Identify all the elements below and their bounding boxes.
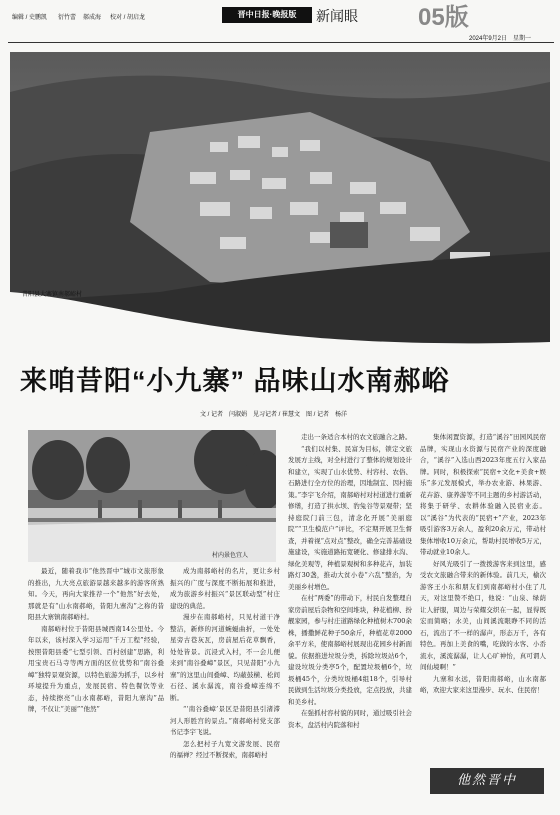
- inset-photo-caption: 村内景色宜人: [212, 553, 249, 559]
- paragraph: 漫步在南郝峪村，只见村道干净整洁，新修的河道蜿蜒曲折，一处处星旁古巷灰瓦，房前屋后花草飘香，处处皆景。沉浸式入村，不一会儿便来到“南谷叠嶂”景区，只见昔阳“小九寨”的这里山间叠嶂、均蔽鼓横、松间石径、溪水潺流，南谷叠嶂连绵不断。: [170, 613, 280, 702]
- paragraph: 集体闲置资源，打造“溪谷”田园风民宿品牌，实现山水资源与民宿产业的深度融合，“溪谷”入选山西2023年度五行入家品牌。同时，积极探索“民宿+文化+美食+娱乐”多元发展模式，举办农业游、林果游、花卉游、康养游等不同主题的乡村游活动，将集于研学、农耕体验融入民宿业态。以“溪谷”为代表的“民宿+”产业，2023年吸引游客3万余人，盈利20余万元，带动村集体增收10万余元，帮助村民增收5万元，带动就业10余人。: [420, 433, 546, 556]
- paragraph: 在村“两委”的带动下，村民自发整理自家房前屋后杂物和空间堆块，种花植柳、扮靓家园，参与村庄道路绿化种植树木700余株，播撒鲜花种子50余斤，种植花草2000余平方米，使南郝峪村展现出花园乡村新面貌。依据推进垃圾分类，拆除垃圾站6个，建设垃圾分类亭5个，配置垃圾桶6个，垃圾桶45个，分类垃圾桶4组18个，引导村民做到生活垃圾分类投放，定点投放，共建和美乡村。: [288, 594, 412, 706]
- header-rule: [8, 42, 554, 43]
- paragraph: 怎么把村子九宽文游发展、民宿的福禅？经过不断探索，南郝峪村: [170, 739, 280, 759]
- top-photo-caption: 昔阳县大寨镇南郝峪村: [22, 292, 83, 298]
- editor-credit: 编辑 / 史鹏凯: [12, 15, 48, 21]
- section-title: 新闻眼: [316, 8, 358, 24]
- paragraph: 九寨和水远，昔阳南郝峪，山水南郝峪，欢迎大家来这里漫步、玩水、住民宿！: [420, 674, 546, 694]
- village-photo: [10, 52, 550, 352]
- paragraph: 最近，随着我市“他然晋中”城市文旅形象的推出，九大亮点旅游景越来越多的游客所熟知。今天，再向大家推荐一个“他然”好去处，那就是有“山水南郝峪，昔阳九寨沟”之称的昔阳县大寨镇南郝峪村。: [28, 567, 164, 621]
- newspaper-logo: 晋中日报·晚报版: [222, 7, 312, 23]
- article-column-3: [288, 432, 412, 731]
- article-column-4: [420, 432, 546, 697]
- headline: 来咱昔阳“小九寨” 品味山水南郝峪: [20, 366, 450, 396]
- page-number: 05版: [418, 4, 469, 31]
- paragraph: “‘南谷叠嶂’景区是昔阳县引渚滞河人形胜宫的景点。”南郝峪村党支部书记李宇飞说。: [170, 705, 280, 736]
- photo-credit: 郝成海: [83, 15, 102, 21]
- article-column-1: [28, 566, 164, 716]
- paragraph: 南郝峪村位于昔阳县城西南14公里处。今年以来，该村深入学习运用“千万工程”经验，按照昔阳县委“七型引领、百村创建”思路，利用宝贵石马寺等两方面的区位优势和“南谷叠嶂”独特景观资源，以特色旅游为抓手，以乡村环境提升为重点，发展民宿、特色餐饮等业态，持续擦亮“山水南郝峪，昔阳九寨沟”品牌，不仅让“美丽”“他然”: [28, 624, 164, 713]
- article-column-2: [170, 566, 280, 762]
- issue-date: 2024年9月2日 星期一: [469, 36, 532, 42]
- art-credit: 衍竹蕾: [58, 15, 77, 21]
- proof-credit: 校对 / 胡启龙: [110, 15, 146, 21]
- byline: 文 / 记者 闫淑娟 见习记者 / 崔慧文 图 / 记者 杨洋: [200, 412, 348, 418]
- inset-photo: [28, 430, 276, 562]
- paragraph: 在强抓村容村貌的同时，通过吸引社会资本，盘活村内院落和村: [288, 709, 412, 729]
- brand-stamp: 他然晋中: [430, 768, 544, 794]
- paragraph: 好风光吸引了一拨拨游客来到这里，感受农文旅融合带来的新体验。前几天，榆次游客王小东和朋友们到南郝峪村小住了几天，对这里赞不绝口，他说：“山泉、绿荫让人舒服，周边与荣耀交织在一起，显得既宏而简略；水美，山间溪流眼睁不同的活石，流出了不一样的潺声，形态万千，各有特色。再加上美食的嘴，吃做的水客、小岙流水，溪流潺潺，让人心旷神怡，真可谓人间仙境啊！”: [420, 559, 546, 671]
- paragraph: “我们以村集、民富为目标，锁定文旅发展方主线，对全村进行了整体的规划设计和建立，实现了山水优势、村容村、农俗、石路进行全方位的治理，因地制宜、因村施策。”李宇飞介绍，南郝峪村对村道进行重新修缮，打造了拱水坝、豹兔谷等景观带；坚持庭院门前三包，清念化开展“美丽庭院”“卫生模范户”评比，不定期开展卫生督查，并着视“点对点”整改，确全完善基础设施建设，实施道路拓宽硬化、修建排水沟、绿化美观等，种植景观树和多种花卉，加装路灯30盏，推动大贫小卷“六乱”整治，为美丽乡村增色。: [288, 444, 412, 591]
- paragraph: 成为南郝峪村的名片，更让乡村振兴的广度与深度不断拓展和推进，成为旅游乡村振兴“景区联动型”村庄建设的典范。: [170, 567, 280, 610]
- paragraph: 走出一条适合本村的农文旅融合之路。: [301, 433, 412, 441]
